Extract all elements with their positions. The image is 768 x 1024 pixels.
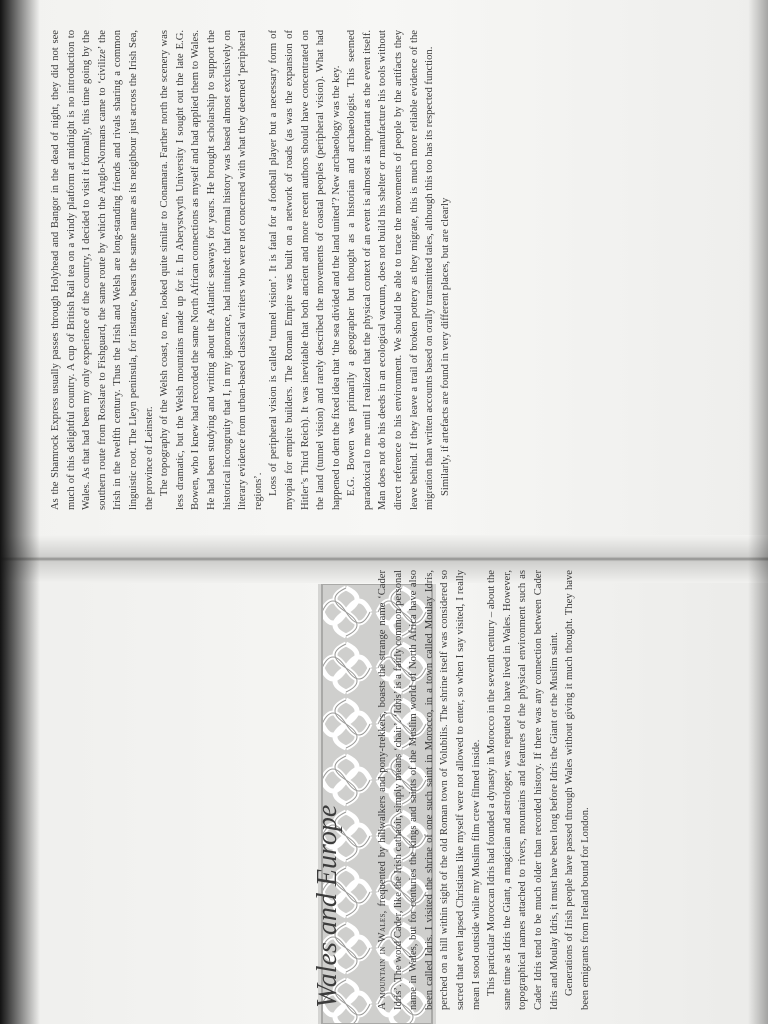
- page-edge-shadow: [0, 0, 40, 1024]
- chapter-title: Wales and Europe: [312, 804, 343, 1008]
- paragraph: E.G. Bowen was primarily a geographer but thought as a historian and archaeologist. This seemed paradoxical to me until I realized that the physical context of an event is almost as important as the event itself. Man does not do his deeds in an ecological vacuum, does not build his shelter or manufacture his tools without direct reference to his environment. We should be able to trace the movements of people by the artifacts they leave behind. If they leave a trail of broken pottery as they migrate, this is much more reliable evidence of the migration than written accounts based on orally transmitted tales, although this too has its respected function.: [346, 30, 436, 510]
- paragraph: Similarly, if artefacts are found in very different places, but are clearly: [439, 197, 451, 496]
- left-page-text: [375, 570, 740, 1010]
- opening-paragraph: [375, 570, 484, 1010]
- paragraph: The topography of the Welsh coast, to me, looked quite similar to Conamara. Farther north the scenery was less dramatic, but the Welsh mountains made up for it. In Aberystwyth University I sought out the late E.G. Bowen, who I knew had recorded the same North African connections as myself and had applied them to Wales. He had been studying and writing about the Atlantic seaways for years. He brought scholarship to support the historical incongruity that I, in my ignorance, had intuited: that formal history was based almost exclusively on literary evidence from urban-based classical writers who were not concerned with what they deemed ‘peripheral regions’.: [159, 30, 264, 510]
- paragraph: Generations of Irish people have passed through Wales without giving it much thought. They have been emigrants from Ireland bound for London.: [564, 570, 591, 1010]
- paragraph: Loss of peripheral vision is called ‘tunnel vision’. It is fatal for a football player but a necessary form of myopia for empire builders. The Roman Empire was built on a network of roads (as was the expansion of Hitler’s Third Reich). It was inevitable that both ancient and more recent authors should have concentrated on the land (tunnel vision) and rarely described the movements of coastal peoples (peripheral vision). What had happened to dent the fixed idea that ‘the sea divided and the land united’? New archaeology was the key.: [268, 30, 342, 510]
- right-page-text: [48, 30, 738, 510]
- page-edge-shadow-right: [748, 0, 768, 1024]
- paragraph: As the Shamrock Express usually passes through Holyhead and Bangor in the dead of night, they did not see much of this delightful country. A cup of British Rail tea on a windy platform at midnight is no introduction to Wales. As that had been my only experience of the country, I decided to visit it formally, this time going by the southern route from Rosslare to Fishguard, the same route by which the Anglo-Normans came to ‘civilize’ the Irish in the twelfth century. Thus the Irish and Welsh are long-standing friends and rivals sharing a common linguistic root. The Lleyn peninsula, for instance, bears the same name as its neighbour just across the Irish Sea, the province of Leinster.: [50, 30, 155, 510]
- opening-smallcaps: A mountain in Wales,: [377, 910, 388, 1010]
- paragraph-rest: frequented by hillwalkers and pony-trekkers, boasts the strange name ‘Cader Idris’. The word Cader, like the Irish cathaoir, simply means ‘chair’. ‘Idris’ is a fairly common personal name in Wales, but for centuries the kings and saints of the Muslim world of North Africa have also been called Idris. I visited the shrine of one such saint in Morocco, in a town called Moulay Idris, perched on a hill within sight of the old Roman town of Volubilis. The shrine itself was considered so sacred that even lapsed Christians like myself were not allowed to enter, so when I say visited, I really mean I stood outside while my Muslim film crew filmed inside.: [377, 570, 482, 1010]
- paragraph: This particular Moroccan Idris had founded a dynasty in Morocco in the seventh century – about the same time as Idris the Giant, a magician and astrologer, was reputed to have lived in Wales. However, topographical names attached to rivers, mountains and features of the physical environment such as Cader Idris tend to be much older than recorded history. If there was any connection between Cader Idris and Moulay Idris, it must have been long before Idris the Giant or the Muslim saint.: [486, 570, 560, 1010]
